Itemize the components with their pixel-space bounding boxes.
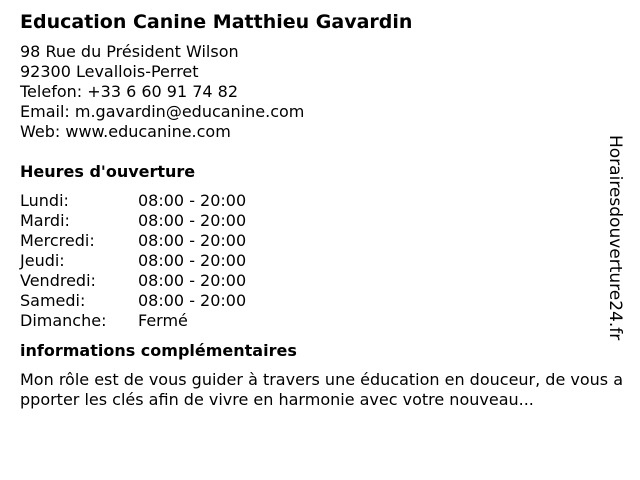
time-value: Fermé: [138, 311, 188, 330]
hours-row-saturday: [20, 291, 620, 311]
time-value: 08:00 - 20:00: [138, 291, 247, 310]
time-value: 08:00 - 20:00: [138, 231, 247, 250]
hours-row-monday: [20, 191, 620, 211]
opening-hours-table: [20, 191, 620, 331]
web-line: Web: www.educanine.com: [20, 122, 231, 141]
street-address: 98 Rue du Président Wilson: [20, 42, 239, 61]
day-label: Vendredi:: [20, 271, 96, 290]
additional-info-text: Mon rôle est de vous guider à travers une éducation en douceur, de vous apporter les clés afin de vivre en harmonie avec votre nouveau...: [20, 370, 624, 409]
additional-info-heading: informations complémentaires: [20, 341, 297, 360]
day-label: Dimanche:: [20, 311, 107, 330]
opening-hours-heading: Heures d'ouverture: [20, 162, 196, 181]
day-label: Mercredi:: [20, 231, 95, 250]
time-value: 08:00 - 20:00: [138, 251, 247, 270]
email-line: Email: m.gavardin@educanine.com: [20, 102, 305, 121]
day-label: Lundi:: [20, 191, 69, 210]
phone-line: Telefon: +33 6 60 91 74 82: [20, 82, 239, 101]
business-card: [20, 8, 624, 410]
time-value: 08:00 - 20:00: [138, 271, 247, 290]
time-value: 08:00 - 20:00: [138, 191, 247, 210]
hours-row-wednesday: [20, 231, 620, 251]
time-value: 08:00 - 20:00: [138, 211, 247, 230]
hours-row-sunday: [20, 311, 620, 331]
site-watermark: Horairesdouverture24.fr: [605, 135, 625, 341]
hours-row-friday: [20, 271, 620, 291]
day-label: Mardi:: [20, 211, 70, 230]
hours-row-thursday: [20, 251, 620, 271]
day-label: Jeudi:: [20, 251, 65, 270]
hours-row-tuesday: [20, 211, 620, 231]
business-name: Education Canine Matthieu Gavardin: [20, 11, 413, 33]
city-address: 92300 Levallois-Perret: [20, 62, 199, 81]
day-label: Samedi:: [20, 291, 86, 310]
